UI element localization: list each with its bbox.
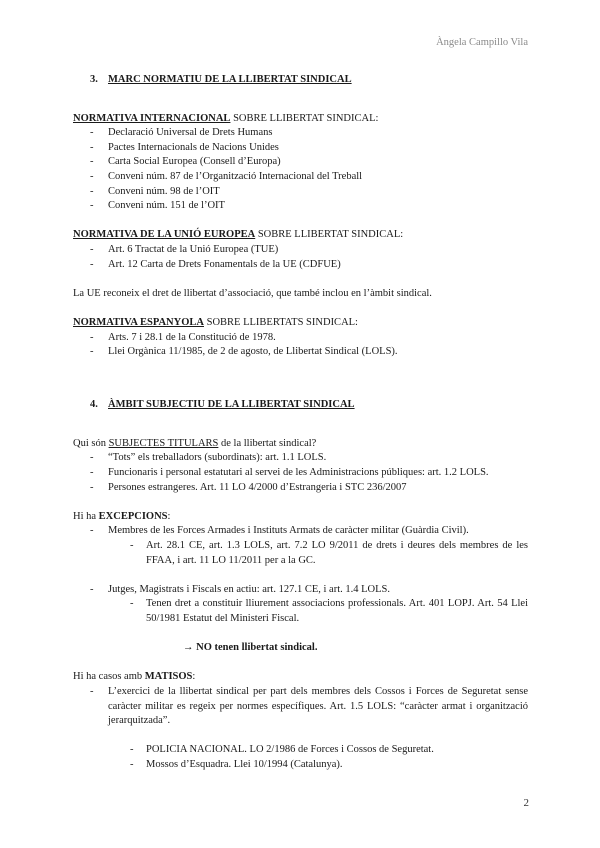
section-title: ÀMBIT SUBJECTIU DE LA LLIBERTAT SINDICAL [108, 399, 355, 411]
conclusion: → NO tenen llibertat sindical. [183, 642, 318, 654]
page-content [73, 73, 528, 773]
list-item: - Conveni núm. 98 de l’OIT [73, 185, 528, 200]
section-3-heading [90, 73, 528, 88]
exceptions-sublist-2 [73, 597, 528, 626]
nuances-sublist [73, 743, 528, 772]
nuances-heading: Hi ha casos amb MATISOS: [73, 671, 196, 683]
list-item: - Conveni núm. 151 de l’OIT [73, 199, 528, 214]
exceptions-sublist [73, 539, 528, 568]
list-item: - Art. 6 Tractat de la Unió Europea (TUE) [73, 243, 528, 258]
subjects-list [73, 451, 528, 495]
section-number: 3. [90, 74, 98, 85]
section-number: 4. [90, 399, 98, 411]
international-heading: NORMATIVA INTERNACIONAL SOBRE LLIBERTAT SINDICAL: [73, 112, 379, 124]
list-item: - Persones estrangeres. Art. 11 LO 4/2000 d’Estrangeria i STC 236/2007 [73, 481, 528, 496]
list-item: - Tenen dret a constituir lliurement associacions professionals. Art. 401 LOPJ. Art. 54 Llei 50/1981 Estatut del Ministeri Fiscal. [73, 597, 528, 626]
list-item: - Carta Social Europea (Consell d’Europa) [73, 155, 528, 170]
list-item: - L’exercici de la llibertat sindical per part dels membres dels Cossos i Forces de Seguretat sense caràcter militar es regeix per normes específiques. Art. 1.5 LOLS: “caràcter armat i organització jerarquitzada”. [73, 685, 528, 729]
spanish-heading: NORMATIVA ESPANYOLA SOBRE LLIBERTATS SINDICAL: [73, 316, 358, 328]
list-item: - Declaració Universal de Drets Humans [73, 126, 528, 141]
eu-note: La UE reconeix el dret de llibertat d’associació, que també inclou en l’àmbit sindical. [73, 287, 432, 299]
list-item: - Llei Orgànica 11/1985, de 2 de agosto, de Llibertat Sindical (LOLS). [73, 345, 528, 360]
list-item: - Jutges, Magistrats i Fiscals en actiu: art. 127.1 CE, i art. 1.4 LOLS. [73, 583, 528, 598]
list-item: - Funcionaris i personal estatutari al servei de les Administracions públiques: art. 1.2 LOLS. [73, 466, 528, 481]
eu-heading: NORMATIVA DE LA UNIÓ EUROPEA SOBRE LLIBERTAT SINDICAL: [73, 229, 404, 241]
international-list [73, 126, 528, 214]
exceptions-list [73, 524, 528, 539]
nuances-list [73, 685, 528, 729]
list-item: - Conveni núm. 87 de l’Organització Internacional del Treball [73, 170, 528, 185]
running-header: Àngela Campillo Vila [436, 37, 528, 48]
list-item: - POLICIA NACIONAL. LO 2/1986 de Forces i Cossos de Seguretat. [73, 743, 528, 758]
page-number: 2 [523, 797, 529, 809]
list-item: - Pactes Internacionals de Nacions Unides [73, 141, 528, 156]
section-title: MARC NORMATIU DE LA LLIBERTAT SINDICAL [108, 74, 352, 85]
eu-list [73, 243, 528, 272]
section-4-heading [90, 398, 528, 413]
subjects-question: Qui són SUBJECTES TITULARS de la llibertat sindical? [73, 437, 317, 449]
exceptions-heading: Hi ha EXCEPCIONS: [73, 510, 171, 522]
spanish-list [73, 331, 528, 360]
list-item: - Mossos d’Esquadra. Llei 10/1994 (Catalunya). [73, 758, 528, 773]
list-item: - Membres de les Forces Armades i Instituts Armats de caràcter militar (Guàrdia Civil). [73, 524, 528, 539]
list-item: - Art. 12 Carta de Drets Fonamentals de la UE (CDFUE) [73, 258, 528, 273]
list-item: - Arts. 7 i 28.1 de la Constitució de 1978. [73, 331, 528, 346]
exceptions-list-2 [73, 583, 528, 598]
list-item: - Art. 28.1 CE, art. 1.3 LOLS, art. 7.2 LO 9/2011 de drets i deures dels membres de les FFAA, i art. 11 LO 11/2011 per a la GC. [73, 539, 528, 568]
list-item: - “Tots” els treballadors (subordinats): art. 1.1 LOLS. [73, 451, 528, 466]
